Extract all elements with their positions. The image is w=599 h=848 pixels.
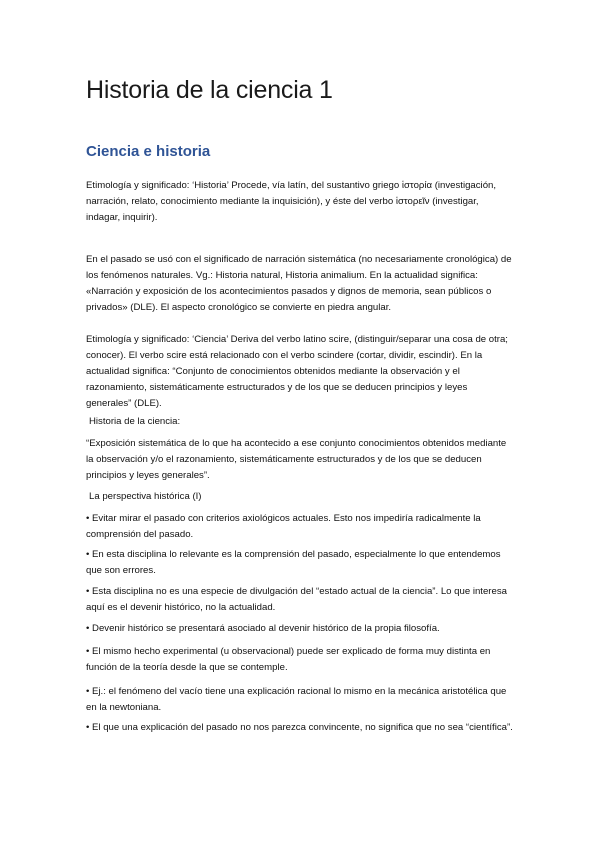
bullet-item: • Esta disciplina no es una especie de divulgación del “estado actual de la ciencia”. Lo que interesa aquí es el devenir histórico, no la actualidad.: [86, 586, 507, 613]
paragraph-definition-quote: “Exposición sistemática de lo que ha acontecido a ese conjunto conocimientos obtenidos mediante la observación y/o el razonamiento, sistemáticamente estructurados y de los que se deducen principios y leyes generales”.: [86, 438, 507, 481]
paragraph-historia-meaning: En el pasado se usó con el significado de narración sistemática (no necesariamente cronológica) de los fenómenos naturales. Vg.: Historia natural, Historia animalium. En la actualidad significa: «Narración y exposición de los acontecimientos pasados y dignos de memoria, sean públicos o privados» (DLE). El aspecto cronológico se convierte en piedra angular.: [86, 254, 512, 313]
section-heading: Ciencia e historia: [86, 143, 211, 160]
paragraph-etymology-ciencia: Etimología y significado: ‘Ciencia’ Deriva del verbo latino scire, (distinguir/separar una cosa de otra; conocer). El verbo scire está relacionado con el verbo scindere (cortar, dividir, escindir). En la actualidad significa: “Conjunto de conocimientos obtenidos mediante la observación y el razonamiento, sistemáticamente estructurados y de los que se deducen principios y leyes generales” (DLE).: [86, 334, 508, 409]
paragraph-historia-ciencia-label: Historia de la ciencia:: [89, 416, 181, 427]
bullet-item: • El que una explicación del pasado no nos parezca convincente, no significa que no sea “científica”.: [86, 722, 513, 733]
document-title: Historia de la ciencia 1: [86, 76, 333, 104]
bullet-item: • En esta disciplina lo relevante es la comprensión del pasado, especialmente lo que entendemos que son errores.: [86, 549, 501, 576]
bullet-item: • Evitar mirar el pasado con criterios axiológicos actuales. Esto nos impediría radicalmente la comprensión del pasado.: [86, 513, 481, 540]
bullet-item: • El mismo hecho experimental (u observacional) puede ser explicado de forma muy distinta en función de la teoría desde la que se contemple.: [86, 646, 491, 673]
bullet-item: • Ej.: el fenómeno del vacío tiene una explicación racional lo mismo en la mecánica aristotélica que en la newtoniana.: [86, 686, 507, 713]
bullet-item: • Devenir histórico se presentará asociado al devenir histórico de la propia filosofía.: [86, 623, 440, 634]
paragraph-etymology-historia: Etimología y significado: ‘Historia’ Procede, vía latín, del sustantivo griego ἱστορία (investigación, narración, relato, conocimiento mediante la inquisición), y éste del verbo ἱστορεῖν (investigar, indagar, inquirir).: [86, 180, 497, 223]
paragraph-perspectiva-heading: La perspectiva histórica (I): [89, 491, 202, 502]
